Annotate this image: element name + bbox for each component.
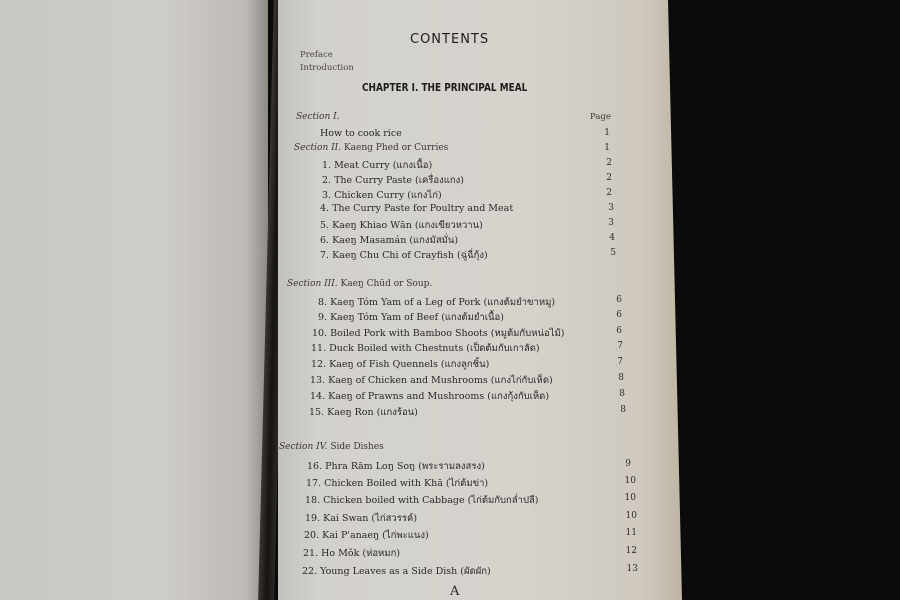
toc-entry: 21. Ho Mǒk (ห่อหมก) <box>303 548 401 559</box>
toc-entry: 8. Kaeŋ Tóm Yam of a Leg of Pork (แกงต้มยำขาหมู) <box>318 297 556 308</box>
toc-page: 8 <box>620 405 626 415</box>
toc-page: 1 <box>604 128 610 138</box>
toc-entry: 19. Kai Swan (ไก่สวรรค์) <box>305 513 418 524</box>
toc-page: 5 <box>610 248 616 258</box>
toc-entry: 4. The Curry Paste for Poultry and Meat <box>320 203 514 214</box>
toc-page: 3 <box>608 203 614 213</box>
toc-entry: 14. Kaeŋ of Prawns and Mushrooms (แกงกุ้งกับเห็ด) <box>310 391 550 402</box>
front-matter-preface: Preface <box>300 50 333 60</box>
toc-entry: 3. Chicken Curry (แกงไก่) <box>322 190 442 201</box>
toc-entry: 7. Kaeŋ Chu Chi of Crayfish (ฉู่ฉี่กุ้ง) <box>320 250 488 261</box>
toc-entry: How to cook rice <box>320 128 402 139</box>
toc-page: 6 <box>616 326 622 336</box>
toc-page: 2 <box>606 158 612 168</box>
toc-page: 10 <box>624 476 636 486</box>
toc-entry: 1. Meat Curry (แกงเนื้อ) <box>322 160 433 171</box>
toc-entry: 2. The Curry Paste (เครื่องแกง) <box>322 175 464 186</box>
toc-page: 9 <box>625 459 631 469</box>
section-label: Section II. Kaeng Phed or Curries <box>294 143 449 153</box>
toc-page: 10 <box>625 511 637 521</box>
page-column-label: Page <box>590 112 611 122</box>
toc-page: 11 <box>625 528 637 538</box>
toc-entry: 22. Young Leaves as a Side Dish (ผัดผัก) <box>302 566 491 577</box>
section-title: Kaeŋ Chūd or Soup. <box>340 279 433 289</box>
chapter-title: CHAPTER I. THE PRINCIPAL MEAL <box>362 82 528 94</box>
left-page <box>0 0 268 600</box>
toc-page: 13 <box>626 564 638 574</box>
toc-entry: 16. Phra Rām Loŋ Soŋ (พระรามลงสรง) <box>307 461 485 472</box>
toc-page: 4 <box>609 233 615 243</box>
toc-page: 6 <box>616 295 622 305</box>
toc-entry: 17. Chicken Boiled with Khā (ไก่ต้มข่า) <box>306 478 489 489</box>
contents-heading: CONTENTS <box>410 32 490 47</box>
toc-page: 6 <box>616 310 622 320</box>
front-matter-introduction: Introduction <box>300 63 354 73</box>
toc-entry: 12. Kaeŋ of Fish Quennels (แกงลูกชิ้น) <box>311 359 490 370</box>
section-title: Kaeng Phed or Curries <box>343 143 449 153</box>
toc-entry: 20. Kai P'anaeŋ (ไก่พะแนง) <box>304 530 429 541</box>
toc-page: 12 <box>625 546 637 556</box>
toc-entry: 6. Kaeŋ Masamán (แกงมัสมั่น) <box>320 235 459 246</box>
toc-entry: 18. Chicken boiled with Cabbage (ไก่ต้มกับกล่ำปลี) <box>305 495 539 506</box>
toc-page: 2 <box>606 188 612 198</box>
section-label: Section I. <box>296 112 340 122</box>
toc-entry: 10. Boiled Pork with Bamboo Shoots (หมูต้มกับหน่อไม้) <box>312 328 565 339</box>
toc-entry: 5. Kaeŋ Khiao Wān (แกงเขียวหวาน) <box>320 220 483 231</box>
toc-page: 1 <box>604 143 610 153</box>
toc-page: 8 <box>618 373 624 383</box>
toc-entry: 11. Duck Boiled with Chestnuts (เป็ดต้มกับเกาลัด) <box>311 343 540 354</box>
toc-entry: 9. Kaeŋ Tóm Yam of Beef (แกงต้มยำเนื้อ) <box>318 312 504 323</box>
signature-mark: A <box>450 584 460 599</box>
toc-entry: 13. Kaeŋ of Chicken and Mushrooms (แกงไก่กับเห็ด) <box>310 375 553 386</box>
toc-page: 3 <box>608 218 614 228</box>
toc-page: 7 <box>617 357 623 367</box>
section-label: Section IV. Side Dishes <box>279 442 384 452</box>
toc-page: 2 <box>606 173 612 183</box>
section-label: Section III. Kaeŋ Chūd or Soup. <box>287 279 433 289</box>
toc-page: 7 <box>617 341 623 351</box>
toc-entry: 15. Kaeŋ Ron (แกงร้อน) <box>309 407 418 418</box>
toc-page: 10 <box>624 493 636 503</box>
toc-page: 8 <box>619 389 625 399</box>
section-title: Side Dishes <box>330 442 384 452</box>
